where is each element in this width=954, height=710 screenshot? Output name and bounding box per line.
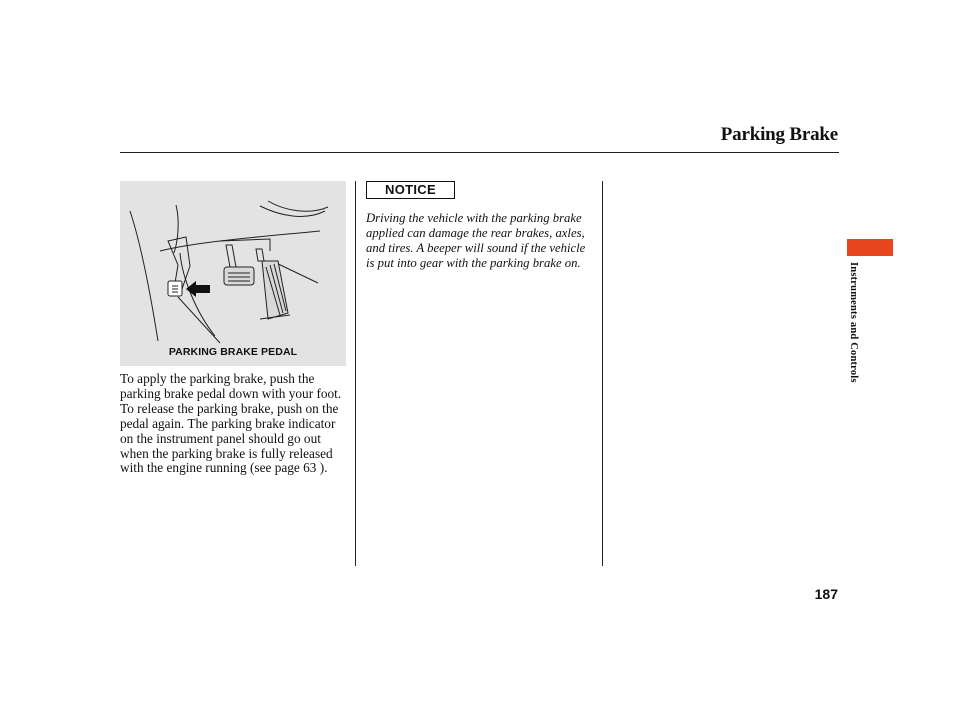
page-number: 187	[814, 586, 838, 602]
figure-caption: PARKING BRAKE PEDAL	[168, 346, 298, 358]
page-title: Parking Brake	[720, 124, 838, 145]
parking-brake-pedal-illustration	[120, 181, 346, 346]
arrow-icon	[186, 281, 210, 297]
section-tab	[847, 239, 893, 256]
notice-label: NOTICE	[366, 181, 455, 199]
title-rule	[120, 152, 839, 153]
column-divider-left	[355, 181, 356, 566]
section-side-label: Instruments and Controls	[848, 262, 859, 383]
notice-text: Driving the vehicle with the parking brake applied can damage the rear brakes, axles, and tires. A beeper will sound if the vehicle is put into gear with the parking brake on.	[366, 211, 586, 270]
column-divider-right	[602, 181, 603, 566]
body-paragraph: To apply the parking brake, push the parking brake pedal down with your foot. To release the parking brake, push on the pedal again. The parking brake indicator on the instrument panel should go out when the parking brake is fully released with the engine running (see page 63 ).	[120, 371, 342, 476]
pedal-figure	[120, 181, 346, 366]
